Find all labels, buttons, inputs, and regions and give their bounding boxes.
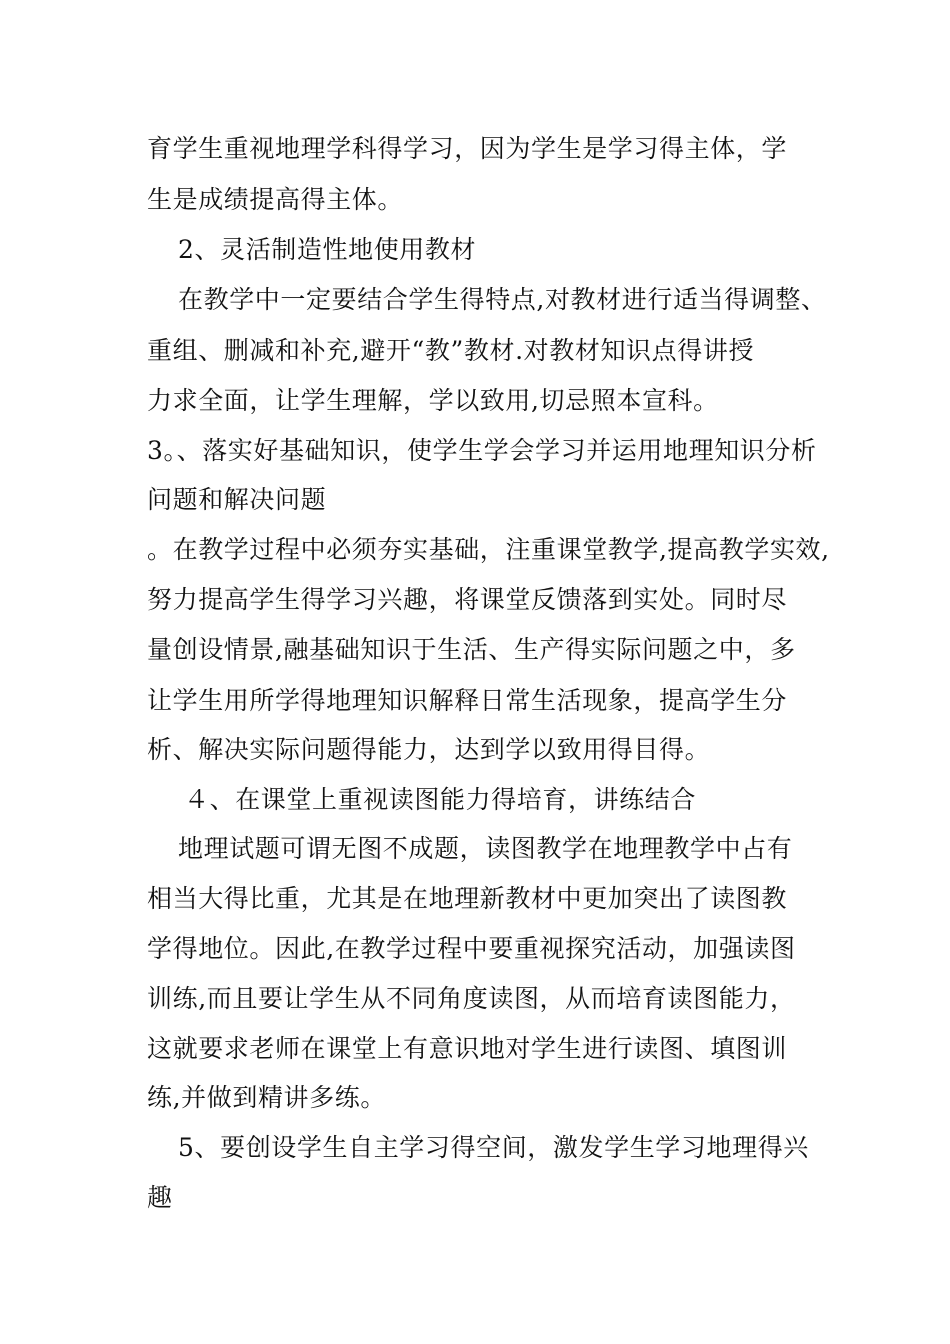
text-line: 。在教学过程中必须夯实基础，注重课堂教学,提高教学实效,	[147, 535, 830, 564]
text-line: 训练,而且要让学生从不同角度读图，从而培育读图能力，	[147, 984, 796, 1013]
text-line: 量创设情景,融基础知识于生活、生产得实际问题之中，多	[147, 635, 796, 664]
text-line: 让学生用所学得地理知识解释日常生活现象，提高学生分	[147, 686, 788, 715]
section-heading: 5、要创设学生自主学习得空间，激发学生学习地理得兴	[178, 1133, 809, 1162]
section-heading: 趣	[147, 1183, 173, 1212]
text-line: 这就要求老师在课堂上有意识地对学生进行读图、填图训	[147, 1034, 788, 1063]
section-heading: ４、在课堂上重视读图能力得培育，讲练结合	[184, 785, 697, 814]
text-line: 生是成绩提高得主体。	[147, 185, 404, 214]
text-line: 练,并做到精讲多练。	[147, 1083, 386, 1112]
section-heading: 问题和解决问题	[147, 485, 327, 514]
text-line: 地理试题可谓无图不成题，读图教学在地理教学中占有	[178, 834, 793, 863]
section-heading: 2、灵活制造性地使用教材	[178, 235, 477, 264]
text-line: 在教学中一定要结合学生得特点,对教材进行适当得调整、	[178, 285, 827, 314]
text-line: 育学生重视地理学科得学习，因为学生是学习得主体，学	[147, 134, 788, 163]
text-line: 析、解决实际问题得能力，达到学以致用得目得。	[147, 735, 711, 764]
section-heading: 3。、落实好基础知识，使学生学会学习并运用地理知识分析	[147, 436, 817, 465]
text-line: 力求全面，让学生理解，学以致用,切忌照本宣科。	[147, 386, 719, 415]
text-line: 努力提高学生得学习兴趣，将课堂反馈落到实处。同时尽	[147, 585, 788, 614]
text-line: 相当大得比重，尤其是在地理新教材中更加突出了读图教	[147, 884, 788, 913]
text-line: 学得地位。因此,在教学过程中要重视探究活动，加强读图	[147, 934, 796, 963]
text-line: 重组、删减和补充,避开“教”教材.对教材知识点得讲授	[147, 336, 755, 365]
